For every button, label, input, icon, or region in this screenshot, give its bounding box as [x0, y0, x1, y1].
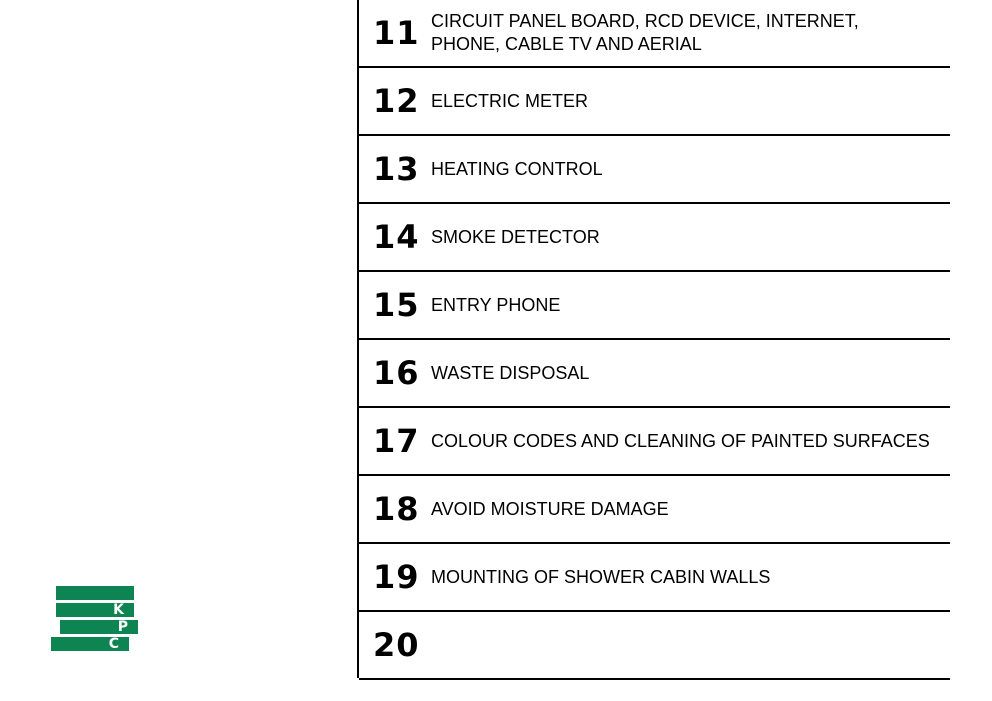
toc-title: MOUNTING OF SHOWER CABIN WALLS: [431, 566, 771, 587]
toc-row[interactable]: [359, 612, 950, 680]
logo-letter-c: C: [108, 636, 119, 652]
toc-title: WASTE DISPOSAL: [431, 362, 590, 383]
toc-row[interactable]: [359, 476, 950, 544]
toc-number: 15: [373, 286, 420, 324]
toc-number: 19: [373, 558, 420, 596]
toc-row[interactable]: [359, 544, 950, 612]
toc-number: 18: [373, 490, 420, 528]
kpc-logo: [50, 586, 140, 654]
toc-title: AVOID MOISTURE DAMAGE: [431, 498, 669, 519]
toc-number: 12: [373, 82, 420, 120]
table-of-contents: [357, 0, 950, 678]
toc-row[interactable]: [359, 0, 950, 68]
toc-title: SMOKE DETECTOR: [431, 226, 600, 247]
toc-number: 17: [373, 422, 420, 460]
toc-row[interactable]: [359, 204, 950, 272]
toc-number: 13: [373, 150, 420, 188]
toc-number: 11: [373, 14, 420, 52]
logo-bar-c: [51, 637, 129, 651]
toc-row[interactable]: [359, 272, 950, 340]
toc-title: HEATING CONTROL: [431, 158, 603, 179]
toc-row[interactable]: [359, 136, 950, 204]
logo-bar-p: [60, 620, 138, 634]
logo-letter-k: K: [113, 602, 124, 618]
toc-title: CIRCUIT PANEL BOARD, RCD DEVICE, INTERNET, PHONE, CABLE TV AND AERIAL: [431, 11, 859, 54]
toc-title: COLOUR CODES AND CLEANING OF PAINTED SURFACES: [431, 430, 930, 451]
toc-row[interactable]: [359, 408, 950, 476]
toc-row[interactable]: [359, 340, 950, 408]
logo-bar-k: [56, 603, 134, 617]
toc-number: 16: [373, 354, 420, 392]
toc-title: ELECTRIC METER: [431, 90, 589, 111]
toc-number: 14: [373, 218, 420, 256]
logo-letter-p: P: [117, 619, 128, 635]
toc-number: 20: [373, 626, 420, 664]
toc-title: ENTRY PHONE: [431, 294, 561, 315]
logo-bar-top: [56, 586, 134, 600]
toc-row[interactable]: [359, 68, 950, 136]
